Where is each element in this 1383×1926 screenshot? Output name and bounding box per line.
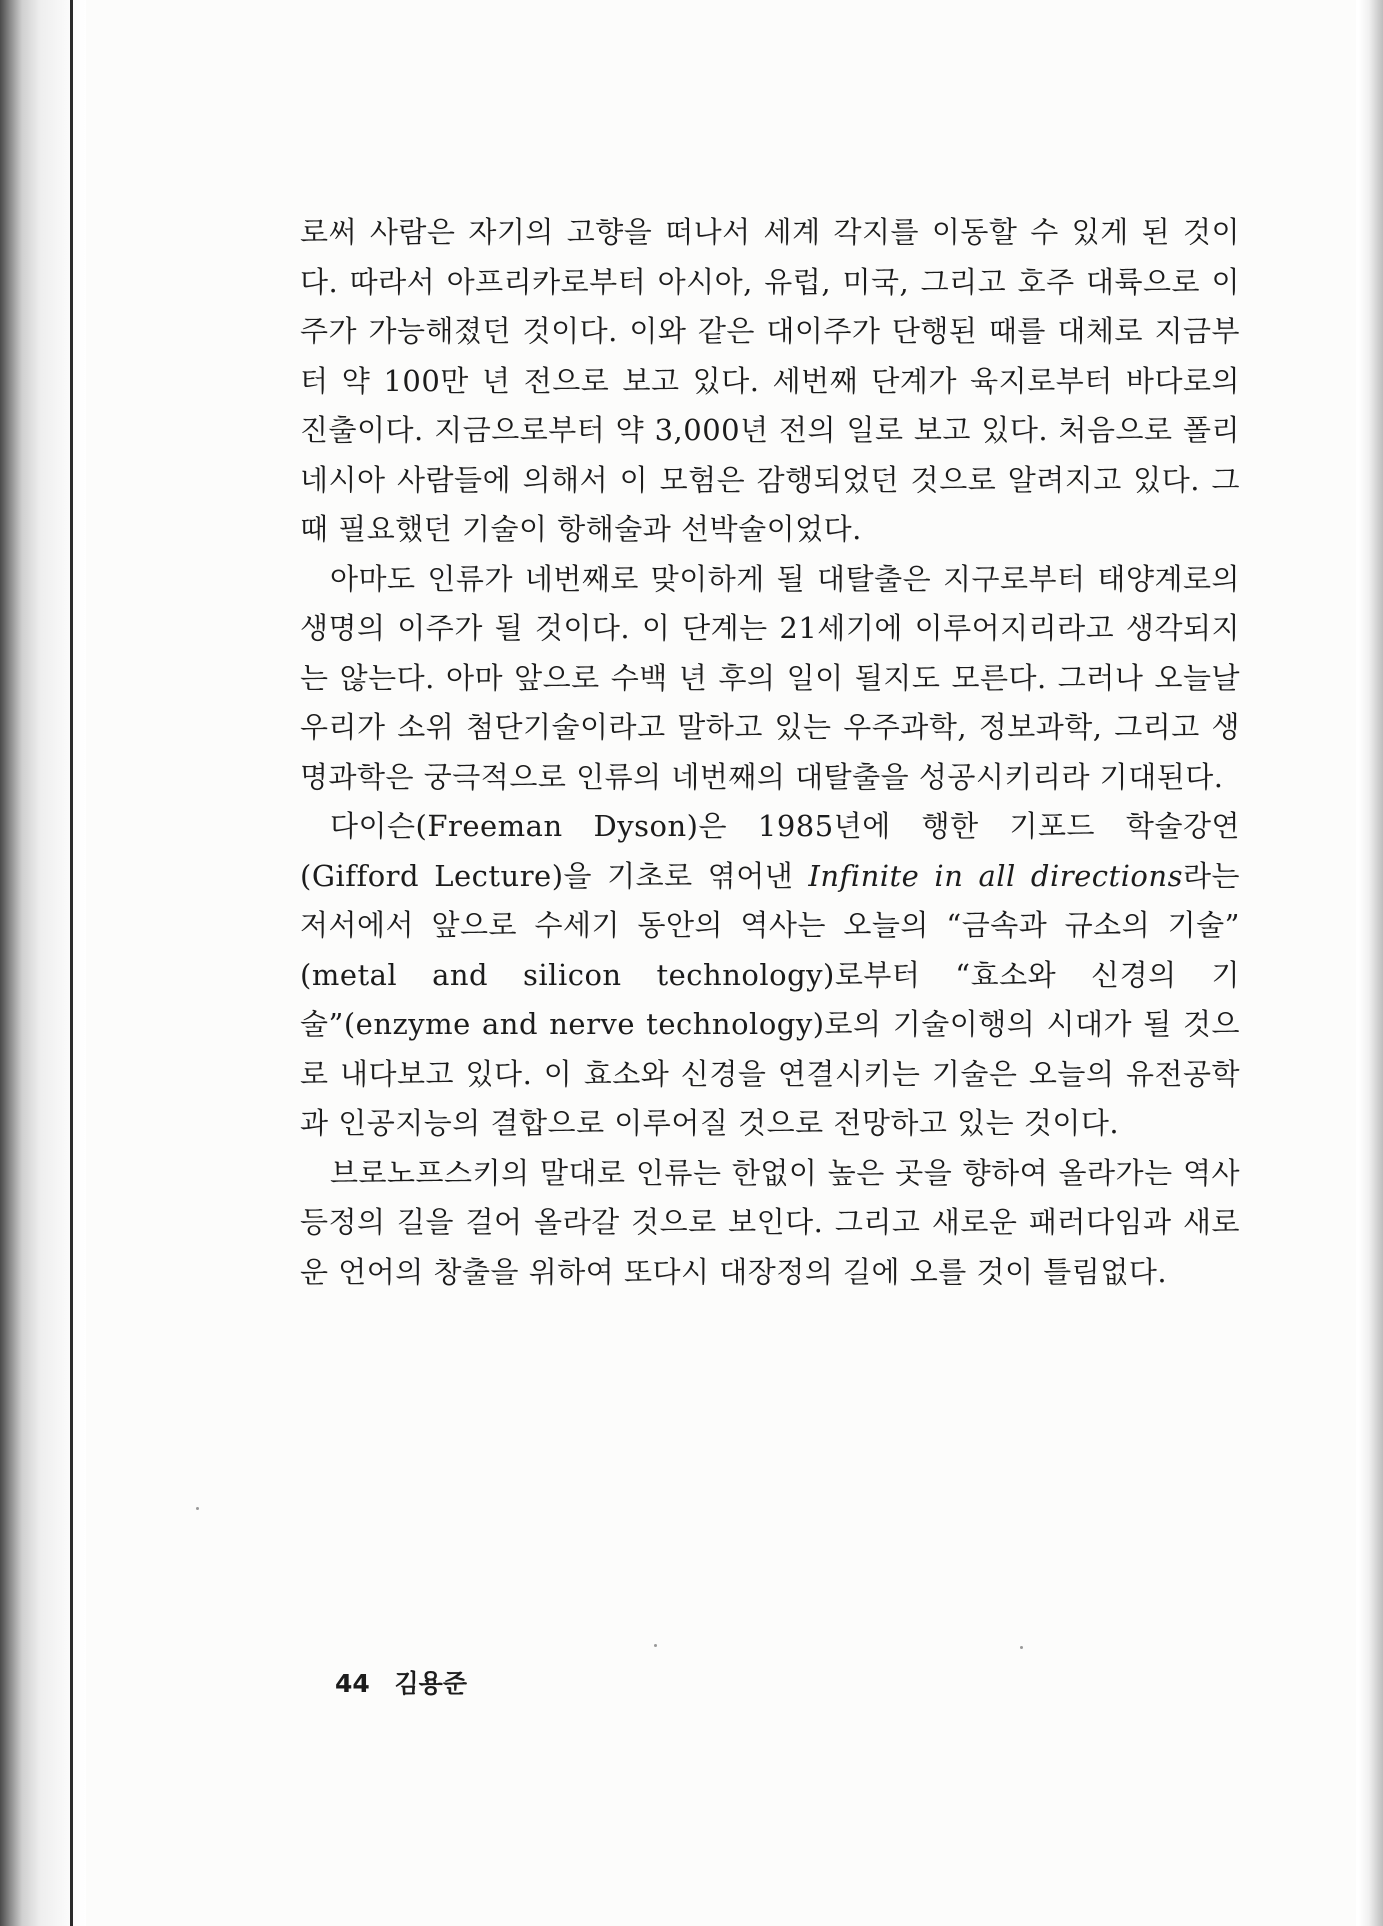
- scan-speck: [654, 1644, 657, 1647]
- paragraph-text: 로써 사람은 자기의 고향을 떠나서 세계 각지를 이동할 수 있게 된 것이다. 따라서 아프리카로부터 아시아, 유럽, 미국, 그리고 호주 대륙으로 이주가 가능해졌던 것이다. 이와 같은 대이주가 단행된 때를 대체로 지금부터 약 100만 년 전으로 보고 있다. 세번째 단계가 육지로부터 바다로의 진출이다. 지금으로부터 약 3,000년 전의 일로 보고 있다. 처음으로 폴리네시아 사람들에 의해서 이 모험은 감행되었던 것으로 알려지고 있다. 그때 필요했던 기술이 항해술과 선박술이었다.: [300, 215, 1240, 546]
- body-text: [300, 208, 1240, 1297]
- spine-line: [70, 0, 73, 1926]
- spine-shadow: [0, 0, 86, 1926]
- page-footer: [335, 1664, 467, 1700]
- paragraph-text: 브로노프스키의 말대로 인류는 한없이 높은 곳을 향하여 올라가는 역사 등정의 길을 걸어 올라갈 것으로 보인다. 그리고 새로운 패러다임과 새로운 언어의 창출을 위하여 또다시 대장정의 길에 오를 것이 틀림없다.: [300, 1155, 1240, 1289]
- paragraph-text: 다이슨(Freeman Dyson)은 1985년에 행한 기포드 학술강연(Gifford Lecture)을 기초로 엮어낸: [300, 809, 1240, 893]
- page-right-edge: [1359, 0, 1383, 1926]
- page-number: 44: [335, 1669, 370, 1698]
- paragraph-1: [300, 208, 1240, 555]
- scan-speck: [196, 1507, 199, 1510]
- paragraph-text: 아마도 인류가 네번째로 맞이하게 될 대탈출은 지구로부터 태양계로의 생명의 이주가 될 것이다. 이 단계는 21세기에 이루어지리라고 생각되지는 않는다. 아마 앞으로 수백 년 후의 일이 될지도 모른다. 그러나 오늘날 우리가 소위 첨단기술이라고 말하고 있는 우주과학, 정보과학, 그리고 생명과학은 궁극적으로 인류의 네번째의 대탈출을 성공시키리라 기대된다.: [300, 561, 1240, 794]
- scan-speck: [1020, 1646, 1023, 1649]
- author-name: 김용준: [394, 1669, 467, 1698]
- paragraph-4: [300, 1149, 1240, 1298]
- paragraph-2: [300, 555, 1240, 803]
- book-title: Infinite in all directions: [808, 858, 1183, 893]
- paragraph-3: [300, 802, 1240, 1149]
- paragraph-text: 라는 저서에서 앞으로 수세기 동안의 역사는 오늘의 “금속과 규소의 기술” (metal and silicon technology)로부터 “효소와 신경의 기술”(enzyme and nerve technology)로의 기술이행의 시대가 될 것으로 내다보고 있다. 이 효소와 신경을 연결시키는 기술은 오늘의 유전공학과 인공지능의 결합으로 이루어질 것으로 전망하고 있는 것이다.: [300, 858, 1240, 1140]
